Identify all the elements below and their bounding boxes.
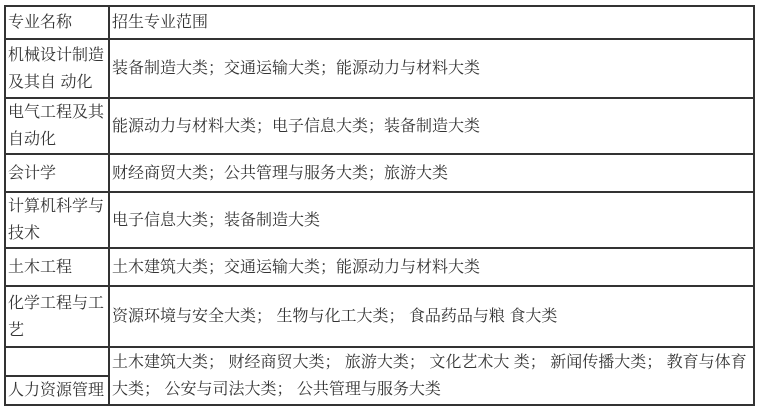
table-row	[5, 154, 754, 192]
major-name-cell: 人力资源管理	[5, 376, 109, 405]
column-header-major-name: 专业名称	[5, 6, 109, 39]
enrollment-range-cell-merged: 土木建筑大类； 财经商贸大类； 旅游大类； 文化艺术大 类； 新闻传播大类； 教育与体育大类； 公安与司法大类； 公共管理与服务大类	[109, 347, 754, 405]
column-header-enrollment-range: 招生专业范围	[109, 6, 754, 39]
enrollment-range-cell: 电子信息大类；装备制造大类	[109, 192, 754, 248]
enrollment-range-cell: 资源环境与安全大类； 生物与化工大类； 食品药品与粮 食大类	[109, 286, 754, 347]
table-row	[5, 248, 754, 286]
enrollment-range-cell: 财经商贸大类；公共管理与服务大类；旅游大类	[109, 154, 754, 192]
enrollment-range-cell: 土木建筑大类；交通运输大类；能源动力与材料大类	[109, 248, 754, 286]
table-row	[5, 98, 754, 154]
major-name-cell: 计算机科学与技术	[5, 192, 109, 248]
table-row	[5, 286, 754, 347]
major-name-cell: 会计学	[5, 154, 109, 192]
major-name-cell-empty	[5, 347, 109, 376]
enrollment-range-cell: 能源动力与材料大类；电子信息大类；装备制造大类	[109, 98, 754, 154]
majors-enrollment-table	[4, 5, 755, 406]
major-name-cell: 机械设计制造及其自 动化	[5, 39, 109, 98]
table-row	[5, 192, 754, 248]
table-header-row	[5, 6, 754, 39]
major-name-cell: 电气工程及其自动化	[5, 98, 109, 154]
table-row	[5, 347, 754, 376]
major-name-cell: 化学工程与工艺	[5, 286, 109, 347]
major-name-cell: 土木工程	[5, 248, 109, 286]
enrollment-range-cell: 装备制造大类；交通运输大类；能源动力与材料大类	[109, 39, 754, 98]
table-row	[5, 39, 754, 98]
